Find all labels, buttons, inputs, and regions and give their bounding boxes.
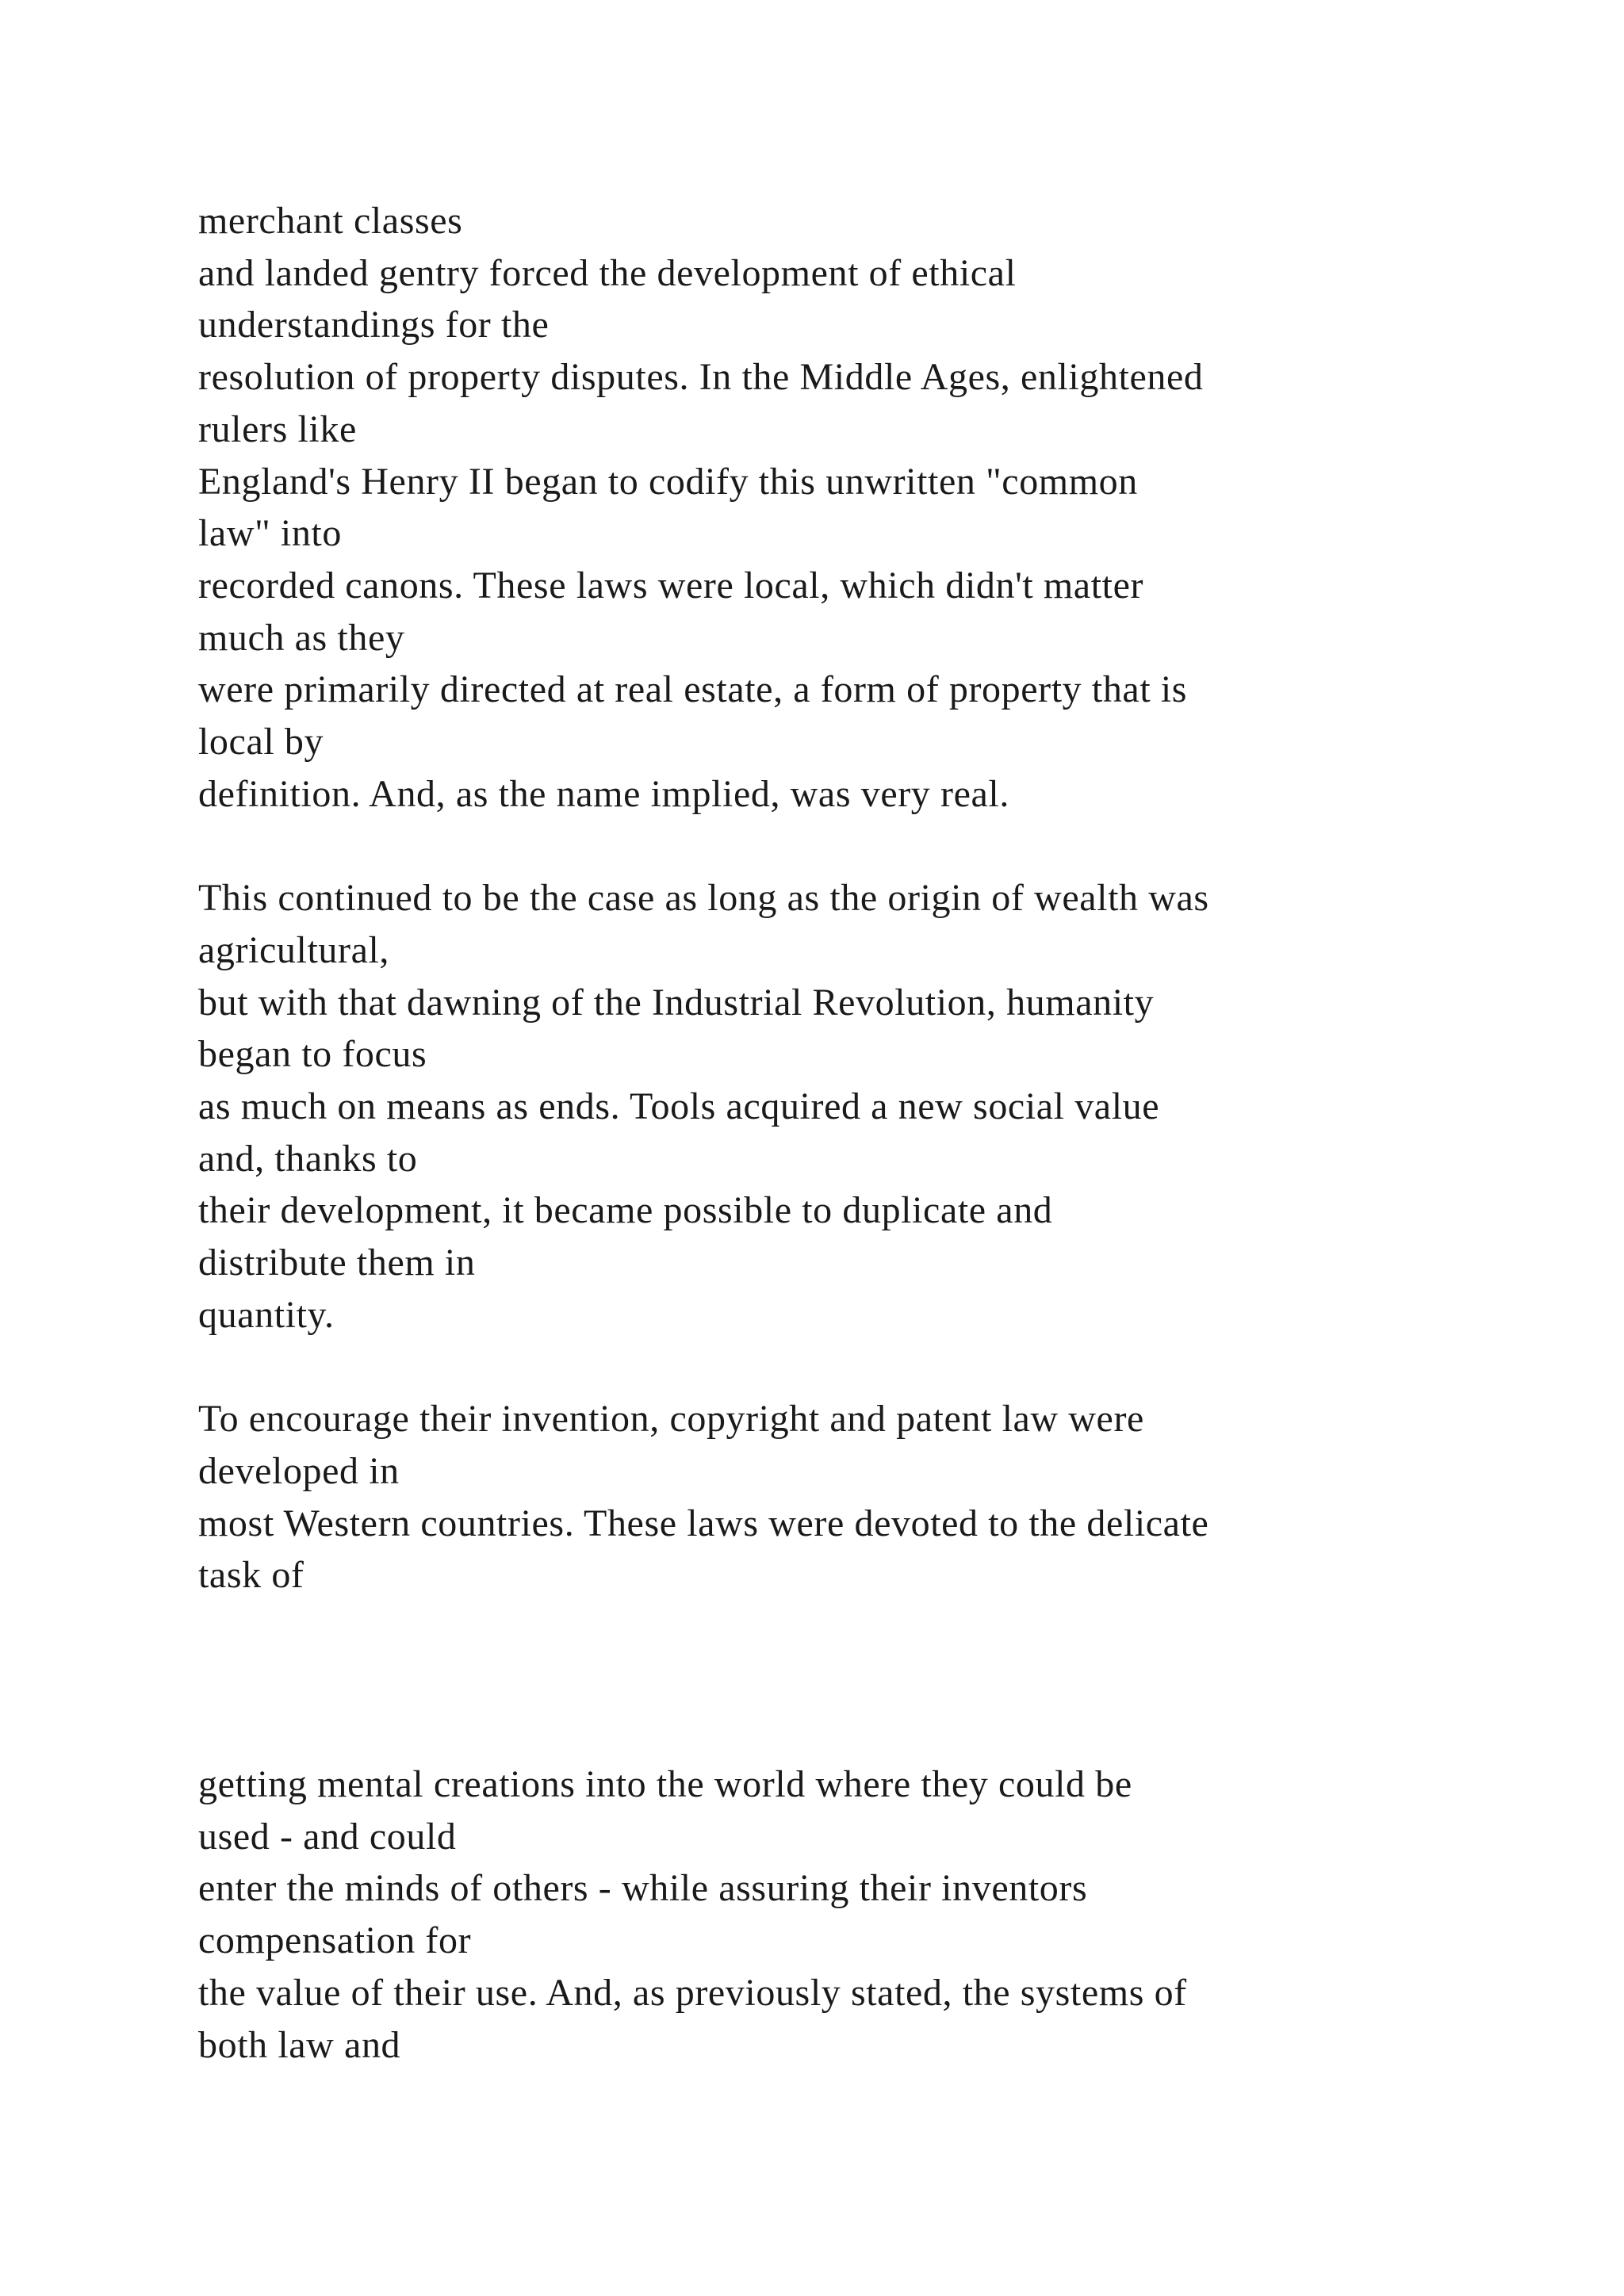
- text-line: as much on means as ends. Tools acquired a new social value: [198, 1085, 1160, 1127]
- text-line: their development, it became possible to duplicate and: [198, 1189, 1053, 1232]
- text-line: much as they: [198, 616, 405, 659]
- text-block-top: [198, 195, 1209, 1601]
- text-line: merchant classes: [198, 200, 463, 242]
- text-line: definition. And, as the name implied, was very real.: [198, 772, 1009, 815]
- text-line: enter the minds of others - while assuring their inventors: [198, 1867, 1088, 1910]
- text-line: agricultural,: [198, 928, 390, 971]
- text-line: but with that dawning of the Industrial Revolution, humanity: [198, 981, 1155, 1024]
- text-line: law" into: [198, 512, 342, 555]
- text-line: local by: [198, 721, 324, 763]
- text-line: To encourage their invention, copyright and patent law were: [198, 1398, 1144, 1441]
- text-line: the value of their use. And, as previously stated, the systems of: [198, 1971, 1187, 2014]
- text-line: understandings for the: [198, 304, 550, 346]
- text-line: were primarily directed at real estate, a form of property that is: [198, 668, 1188, 711]
- text-line: most Western countries. These laws were devoted to the delicate: [198, 1502, 1209, 1544]
- text-line: and landed gentry forced the development of ethical: [198, 251, 1017, 294]
- text-line: and, thanks to: [198, 1137, 418, 1180]
- text-line: getting mental creations into the world where they could be: [198, 1763, 1132, 1805]
- text-line: task of: [198, 1554, 304, 1597]
- text-line: both law and: [198, 2023, 401, 2066]
- text-block-bottom: [198, 1758, 1187, 2071]
- text-line: compensation for: [198, 1919, 472, 1962]
- text-line: used - and could: [198, 1815, 457, 1858]
- text-line: rulers like: [198, 408, 357, 450]
- text-line: This continued to be the case as long as the origin of wealth was: [198, 877, 1209, 920]
- text-line: England's Henry II began to codify this unwritten "common: [198, 460, 1138, 503]
- text-line: resolution of property disputes. In the Middle Ages, enlightened: [198, 356, 1204, 399]
- text-line: began to focus: [198, 1033, 427, 1076]
- text-line: developed in: [198, 1449, 400, 1492]
- text-line: recorded canons. These laws were local, which didn't matter: [198, 564, 1144, 607]
- text-line: distribute them in: [198, 1242, 476, 1284]
- text-line: quantity.: [198, 1293, 335, 1336]
